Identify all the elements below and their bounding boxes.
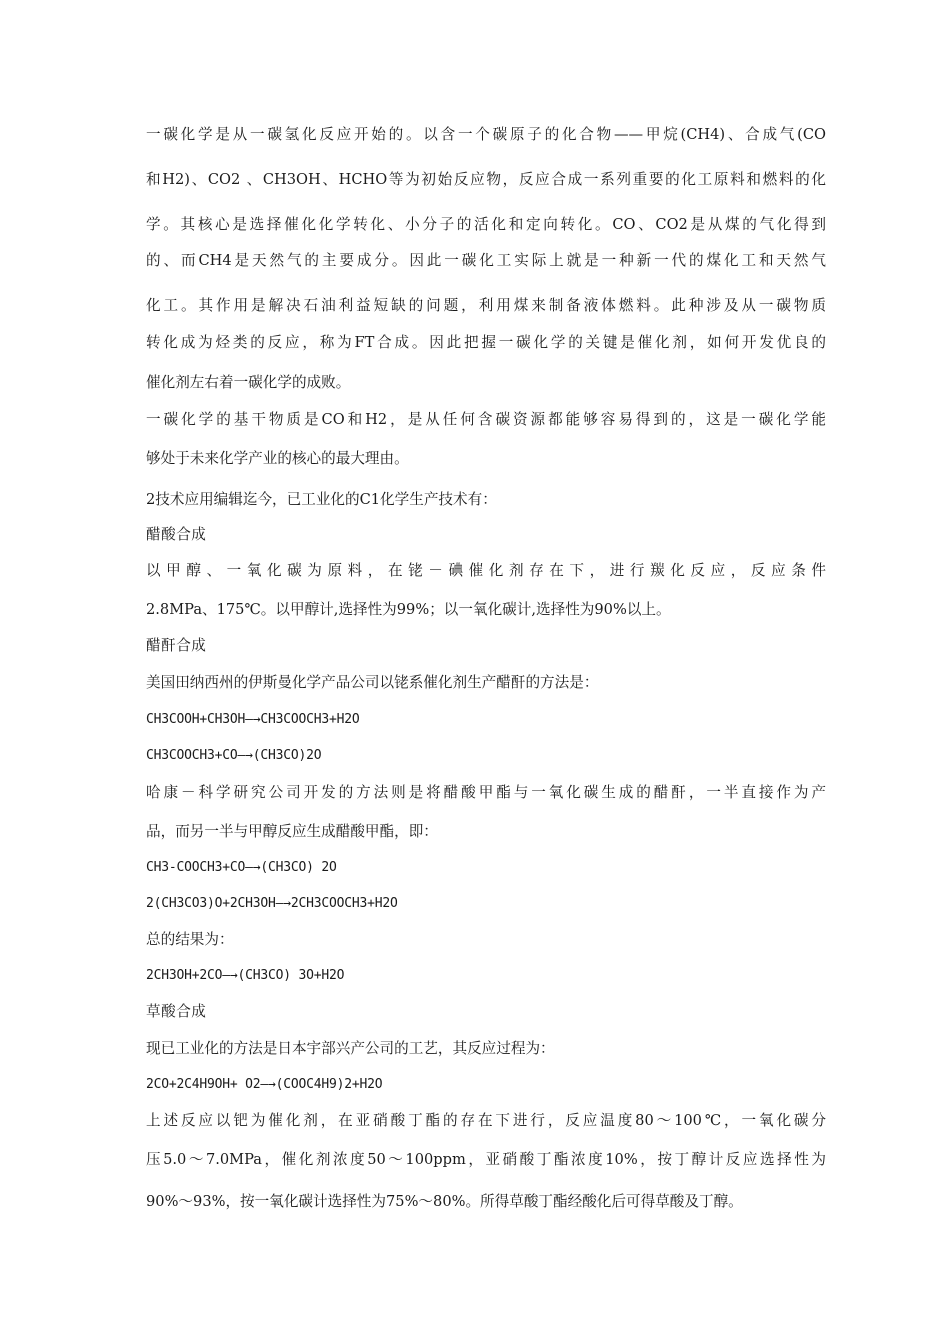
equation: CH3COOCH3+CO—→(CH3CO)2O	[146, 748, 322, 763]
paragraph-line: 转化成为烃类的反应，称为FT合成。因此把握一碳化学的关键是催化剂，如何开发优良的	[146, 334, 826, 351]
paragraph-line: 压5.0～7.0MPa，催化剂浓度50～100ppm，亚硝酸丁酯浓度10%，按丁醇计反应选择性为	[146, 1151, 826, 1168]
paragraph-line: 美国田纳西州的伊斯曼化学产品公司以铑系催化剂生产醋酐的方法是：	[146, 674, 599, 691]
paragraph-line: 以甲醇、一氧化碳为原料，在铑－碘催化剂存在下，进行羰化反应，反应条件	[146, 562, 826, 579]
paragraph-line: 2.8MPa、175℃。以甲醇计,选择性为99%；以一氧化碳计,选择性为90%以上。	[146, 601, 671, 618]
oxalic-acid-heading: 草酸合成	[146, 1003, 207, 1020]
paragraph-line: 一碳化学是从一碳氢化反应开始的。以含一个碳原子的化合物——甲烷(CH4)、合成气(CO	[146, 126, 826, 143]
equation: CH3COOH+CH3OH—→CH3COOCH3+H2O	[146, 712, 360, 727]
equation: 2(CH3CO3)O+2CH3OH—→2CH3COOCH3+H2O	[146, 896, 398, 911]
paragraph-line: 总的结果为：	[146, 931, 234, 948]
paragraph-line: 够处于未来化学产业的核心的最大理由。	[146, 450, 409, 467]
paragraph-line: 学。其核心是选择催化化学转化、小分子的活化和定向转化。CO、CO2是从煤的气化得到	[146, 216, 826, 233]
paragraph-line: 现已工业化的方法是日本宇部兴产公司的工艺，其反应过程为：	[146, 1040, 555, 1057]
paragraph-line: 的、而CH4是天然气的主要成分。因此一碳化工实际上就是一种新一代的煤化工和天然气	[146, 252, 826, 269]
paragraph-line: 化工。其作用是解决石油利益短缺的问题，利用煤来制备液体燃料。此种涉及从一碳物质	[146, 297, 826, 314]
paragraph-line: 和H2)、CO2 、CH3OH、HCHO等为初始反应物，反应合成一系列重要的化工原料和燃料的化	[146, 171, 826, 188]
equation: 2CO+2C4H9OH+ O2—→(COOC4H9)2+H2O	[146, 1077, 383, 1092]
equation: 2CH3OH+2CO—→(CH3CO) 3O+H2O	[146, 968, 345, 983]
paragraph-line: 一碳化学的基干物质是CO和H2，是从任何含碳资源都能够容易得到的，这是一碳化学能	[146, 411, 826, 428]
section-intro: 2技术应用编辑迄今，已工业化的C1化学生产技术有：	[146, 491, 497, 508]
acetic-acid-heading: 醋酸合成	[146, 526, 207, 543]
equation: CH3-COOCH3+CO—→(CH3CO) 2O	[146, 860, 337, 875]
paragraph-line: 哈康－科学研究公司开发的方法则是将醋酸甲酯与一氧化碳生成的醋酐，一半直接作为产	[146, 784, 826, 801]
acetic-anhydride-heading: 醋酐合成	[146, 637, 207, 654]
paragraph-line: 催化剂左右着一碳化学的成败。	[146, 374, 351, 391]
paragraph-line: 品，而另一半与甲醇反应生成醋酸甲酯，即：	[146, 823, 438, 840]
paragraph-line: 上述反应以钯为催化剂，在亚硝酸丁酯的存在下进行，反应温度80～100℃，一氧化碳分	[146, 1112, 826, 1129]
paragraph-line: 90%～93%，按一氧化碳计选择性为75%～80%。所得草酸丁酯经酸化后可得草酸及丁醇。	[146, 1193, 743, 1210]
